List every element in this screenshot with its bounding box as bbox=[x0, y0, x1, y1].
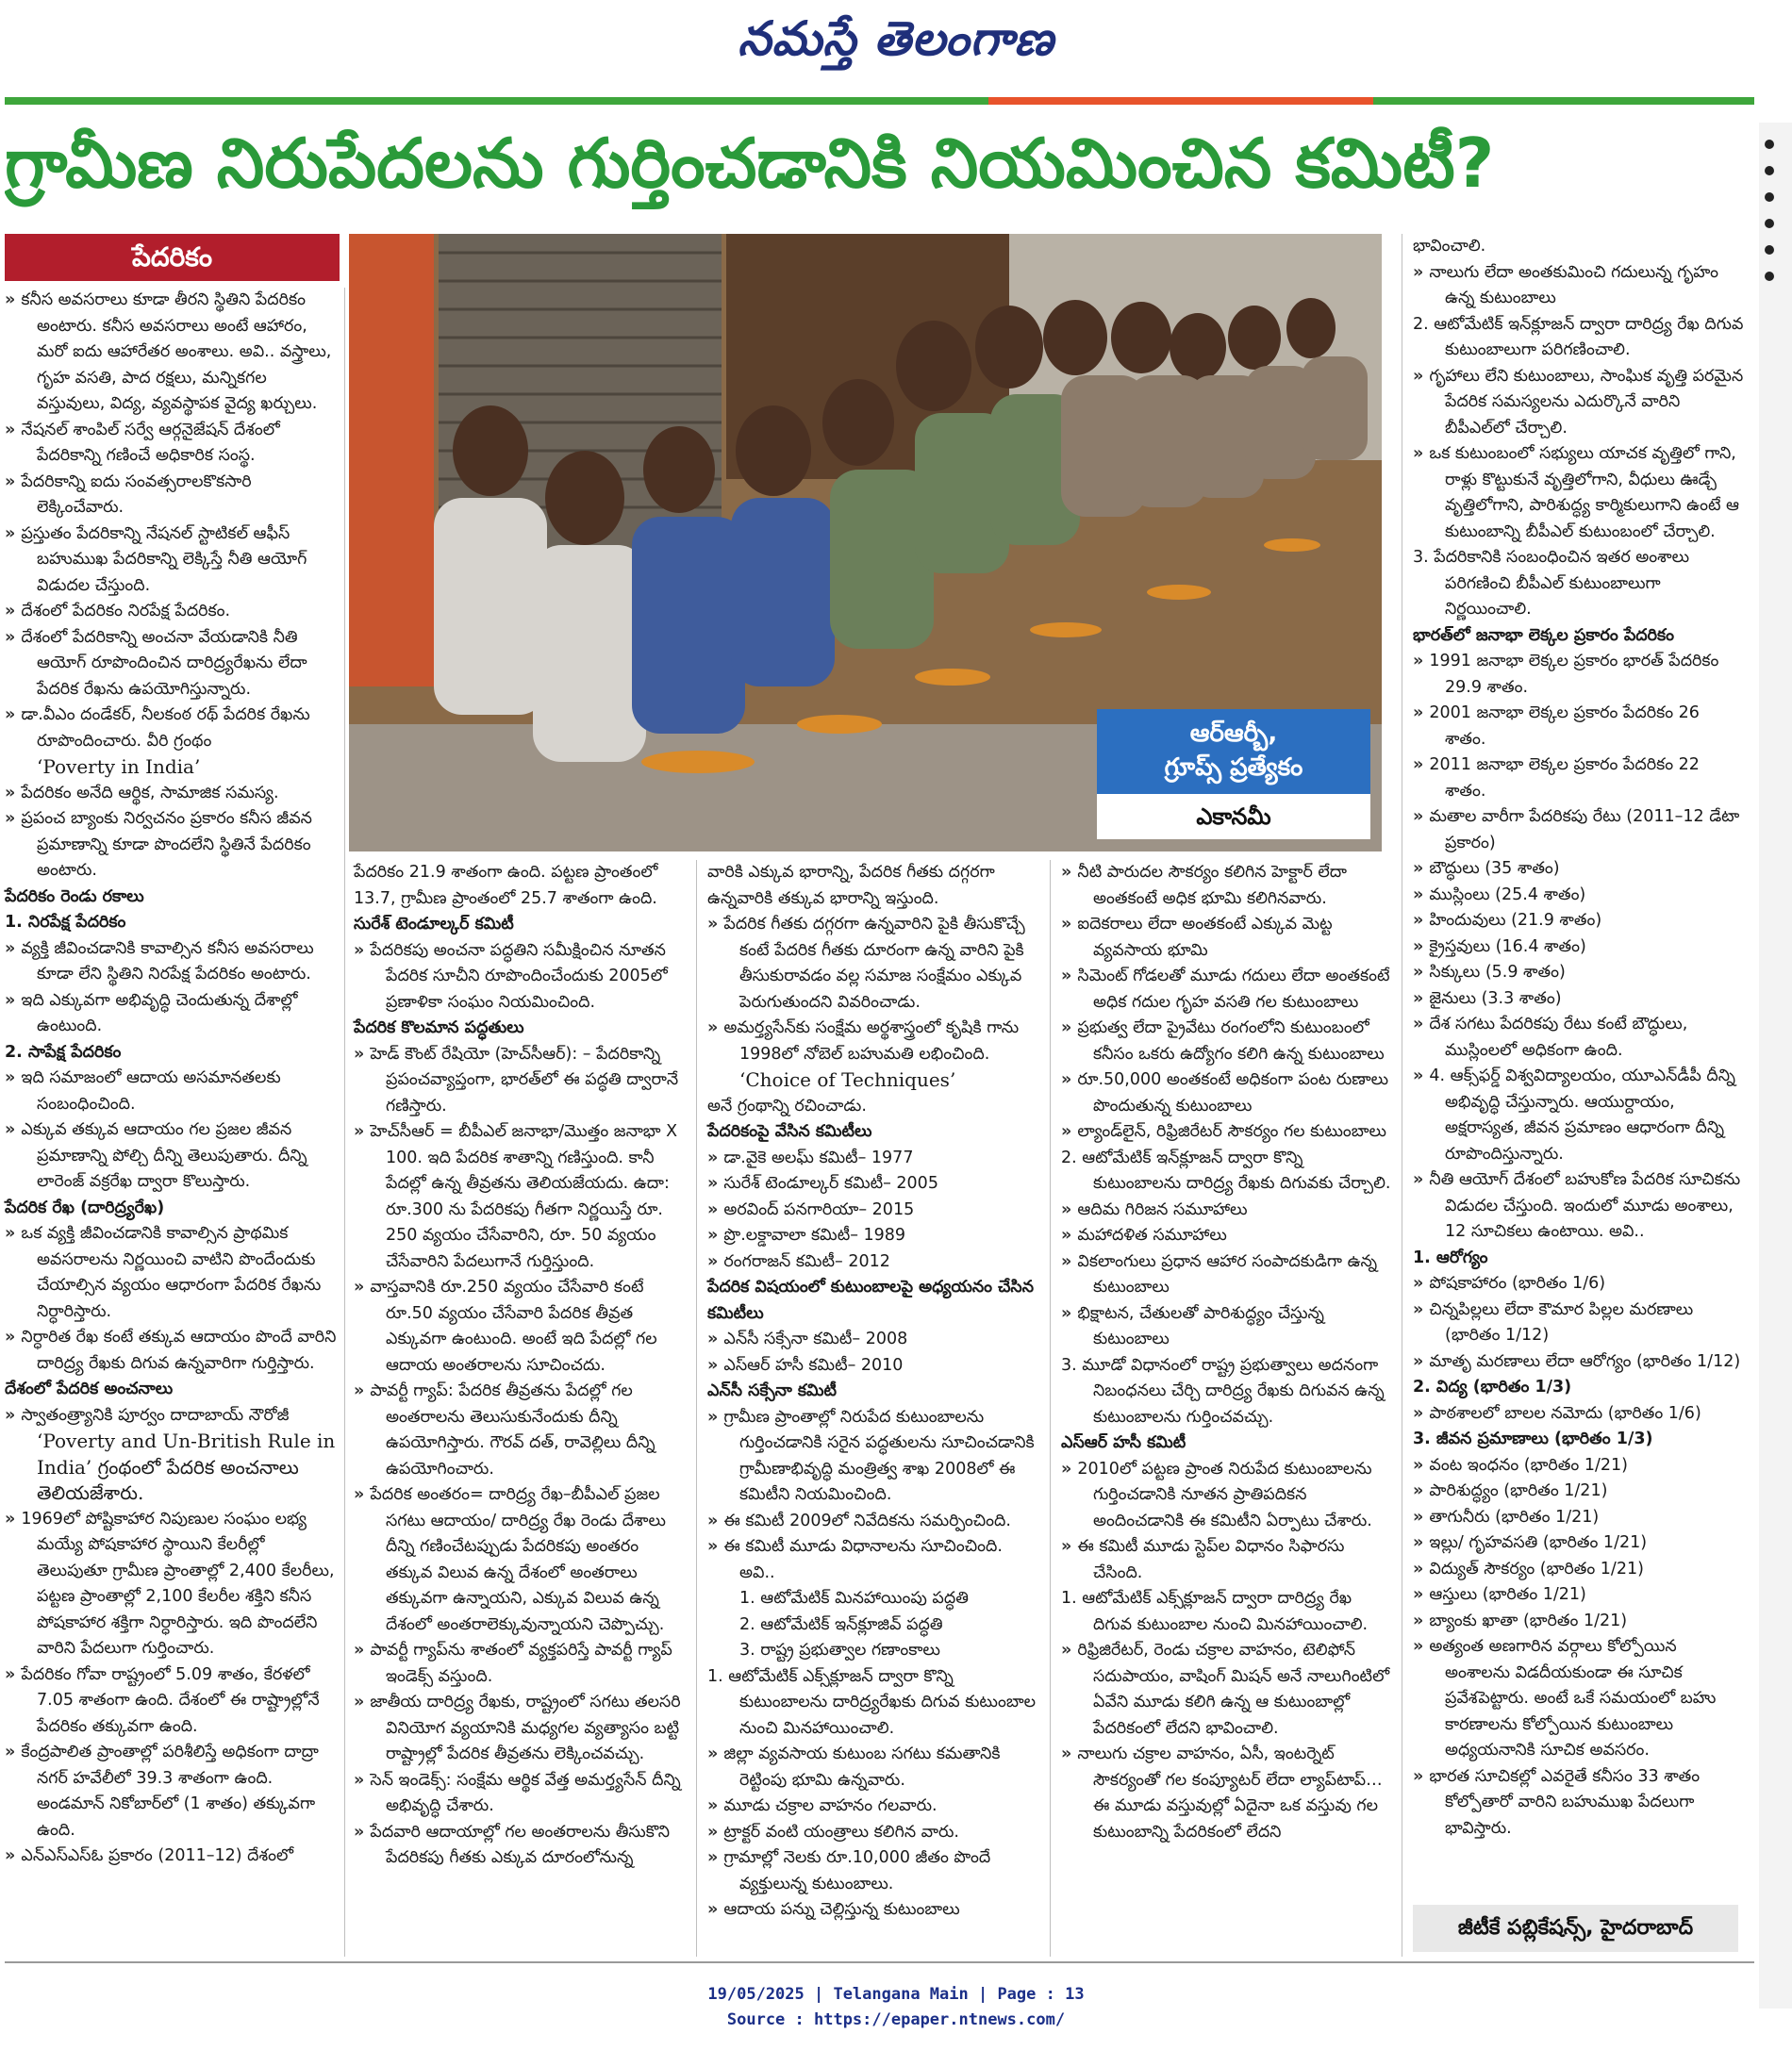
article-paragraph: » డా.వైకె అలఘ్ కమిటీ– 1977 bbox=[707, 1146, 1039, 1172]
article-paragraph: » సిక్కులు (5.9 శాతం) bbox=[1413, 960, 1745, 986]
article-paragraph: » అమర్త్యసేన్‌కు సంక్షేమ అర్థశాస్త్రంలో కృషికి గాను 1998లో నోబెల్ బహుమతి లభించింది. bbox=[707, 1016, 1039, 1067]
article-paragraph: » పాఠశాలలో బాలల నమోదు (భారితం 1/6) bbox=[1413, 1401, 1745, 1428]
article-paragraph: » ప్రొ.లక్డావాలా కమిటీ– 1989 bbox=[707, 1223, 1039, 1249]
article-paragraph: » ఎన్‌సీ సక్సేనా కమిటీ– 2008 bbox=[707, 1327, 1039, 1353]
article-paragraph: » వికలాంగులు ప్రధాన ఆహార సంపాదకుడిగా ఉన్న కుటుంబాలు bbox=[1061, 1249, 1391, 1301]
column-2 bbox=[354, 860, 684, 1872]
article-paragraph: » 2001 జనాభా లెక్కల ప్రకారం పేదరికం 26 శాతం. bbox=[1413, 701, 1745, 752]
article-paragraph: » ప్రభుత్వ లేదా ప్రైవేటు రంగంలోని కుటుంబంలో కనీసం ఒకరు ఉద్యోగం కలిగి ఉన్న కుటుంబాలు bbox=[1061, 1016, 1391, 1067]
article-paragraph: » పావర్టీ గ్యాప్: పేదరిక తీవ్రతను పేదల్లో గల అంతరాలను తెలుసుకునేందుకు దీన్ని ఉపయోగిస్తారు. గౌరవ్ దత్, రావెల్లిలు దీన్ని ఉపయోగించారు. bbox=[354, 1379, 684, 1482]
article-paragraph: ‘Poverty and Un-British Rule in India’ గ్రంథంలో పేదరిక అంచనాలు తెలియజేశారు. bbox=[37, 1430, 336, 1504]
article-paragraph: » ఒక వ్యక్తి జీవించడానికి కావాల్సిన ప్రాథమిక అవసరాలను నిర్ణయించి వాటిని పొందేందుకు చేయాల్సిన వ్యయం ఆధారంగా పేదరిక రేఖను నిర్ధారిస్తారు. bbox=[5, 1221, 337, 1325]
article-paragraph: » నాలుగు చక్రాల వాహనం, ఏసీ, ఇంటర్నెట్ సౌకర్యంతో గల కంప్యూటర్ లేదా ల్యాప్‌టాప్… ఈ మూడు వస్తువుల్లో ఏదైనా ఒక వస్తువు గల కుటుంబాన్ని పేదరికంలో లేదని bbox=[1061, 1742, 1391, 1845]
article-paragraph: » నేషనల్ శాంపిల్ సర్వే ఆర్గనైజేషన్ దేశంలో పేదరికాన్ని గణించే అధికారిక సంస్థ. bbox=[5, 418, 337, 470]
article-paragraph: » సురేశ్ టెండూల్కర్ కమిటీ– 2005 bbox=[707, 1171, 1039, 1198]
article-paragraph: » తాగునీరు (భారితం 1/21) bbox=[1413, 1505, 1745, 1531]
section-heading: పేదరిక విషయంలో కుటుంబాలపై అధ్యయనం చేసిన కమిటీలు bbox=[707, 1278, 1035, 1323]
article-paragraph: » ఐదెకరాలు లేదా అంతకంటే ఎక్కువ మెట్ట వ్యవసాయ భూమి bbox=[1061, 912, 1391, 964]
masthead bbox=[0, 0, 1792, 94]
section-heading: 2. సాపేక్ష పేదరికం bbox=[5, 1042, 122, 1062]
article-paragraph: » జాతీయ దారిద్ర్య రేఖకు, రాష్ట్రంలో సగటు తలసరి వినియోగ వ్యయానికి మధ్యగల వ్యత్యాసం బట్టి రాష్ట్రాల్లో పేదరిక తీవ్రతను లెక్కించవచ్చు. bbox=[354, 1690, 684, 1768]
exam-tag-line2: గ్రూప్స్ ప్రత్యేకం bbox=[1164, 753, 1303, 782]
article-paragraph: » 1991 జనాభా లెక్కల ప్రకారం భారత్ పేదరికం 29.9 శాతం. bbox=[1413, 649, 1745, 701]
top-rule bbox=[5, 97, 1754, 105]
section-heading: 2. విద్య (భారితం 1/3) bbox=[1413, 1378, 1572, 1397]
article-paragraph: » దేశ సగటు పేదరికపు రేటు కంటే బౌద్ధులు, ముస్లింలలో అధికంగా ఉంది. bbox=[1413, 1012, 1745, 1064]
article-paragraph: » మాతృ మరణాలు లేదా ఆరోగ్యం (భారితం 1/12) bbox=[1413, 1349, 1745, 1376]
top-rule-accent bbox=[988, 97, 1373, 105]
article-paragraph: » ఒక కుటుంబంలో సభ్యులు యాచక వృత్తిలో గాని, రాళ్లు కొట్టుకునే వృత్తిలోగాని, వీధులు ఊడ్చే వృత్తిలోగాని, పారిశుద్ధ్య కార్మికులుగాని ఉంటే ఆ కుటుంబాన్ని బీపీఎల్ కుటుంబంలో చేర్చాలి. bbox=[1413, 441, 1745, 545]
article-paragraph: » ఆదిమ గిరిజన సమూహాలు bbox=[1061, 1198, 1391, 1224]
article-paragraph: 2. ఆటోమేటిక్ ఇన్‌క్లూజన్ ద్వారా దారిద్ర్య రేఖ దిగువ కుటుంబాలుగా పరిగణించాలి. bbox=[1413, 314, 1744, 359]
article-paragraph: » నిర్ధారిత రేఖ కంటే తక్కువ ఆదాయం పొందే వారిని దారిద్ర్య రేఖకు దిగువ ఉన్నవారిగా గుర్తిస్తారు. bbox=[5, 1325, 337, 1377]
article-paragraph: » సెన్ ఇండెక్స్: సంక్షేమ ఆర్థిక వేత్త అమర్త్యసేన్ దీన్ని అభివృద్ధి చేశారు. bbox=[354, 1768, 684, 1820]
article-paragraph: » దేశంలో పేదరికాన్ని అంచనా వేయడానికి నీతి ఆయోగ్ రూపొందించిన దారిద్ర్యరేఖను లేదా పేదరిక రేఖను ఉపయోగిస్తున్నారు. bbox=[5, 625, 337, 703]
article-paragraph: 1. ఆటోమేటిక్ మినహాయింపు పద్ధతి bbox=[739, 1589, 969, 1608]
article-paragraph: » ముస్లింలు (25.4 శాతం) bbox=[1413, 883, 1745, 909]
article-paragraph: » ల్యాండ్‌లైన్, రిఫ్రిజిరేటర్ సౌకర్యం గల కుటుంబాలు bbox=[1061, 1119, 1391, 1146]
article-paragraph: » ఎస్ఆర్ హసీ కమిటీ– 2010 bbox=[707, 1353, 1039, 1380]
section-heading: 1. నిరపేక్ష పేదరికం bbox=[5, 913, 126, 932]
section-heading: ఎస్ఆర్ హసీ కమిటీ bbox=[1061, 1433, 1186, 1452]
article-paragraph: » 4. ఆక్స్‌ఫర్డ్ విశ్వవిద్యాలయం, యూఎన్‌డీపీ దీన్ని అభివృద్ధి చేస్తున్నారు. ఆయుర్దాయం, అక్షరాస్యత, జీవన ప్రమాణం ఆధారంగా దీన్ని రూపొందిస్తున్నారు. bbox=[1413, 1064, 1745, 1167]
article-paragraph: » వాస్తవానికి రూ.250 వ్యయం చేసేవారి కంటే రూ.50 వ్యయం చేసేవారి పేదరిక తీవ్రత ఎక్కువగా ఉంటుంది. అంటే ఇది పేదల్లో గల ఆదాయ అంతరాలను సూచించదు. bbox=[354, 1275, 684, 1379]
article-paragraph: » పేదరికం అనేది ఆర్థిక, సామాజిక సమస్య. bbox=[5, 781, 337, 807]
article-paragraph: 3. పేదరికానికి సంబంధించిన ఇతర అంశాలు పరిగణించి బీపీఎల్ కుటుంబాలుగా నిర్ణయించాలి. bbox=[1413, 548, 1690, 619]
article-paragraph: » ఇది సమాజంలో ఆదాయ అసమానతలకు సంబంధించింది. bbox=[5, 1066, 337, 1117]
article-paragraph: » హిందువులు (21.9 శాతం) bbox=[1413, 908, 1745, 934]
article-paragraph: » గ్రామాల్లో నెలకు రూ.10,000 జీతం పొందే వ్యక్తులున్న కుటుంబాలు. bbox=[707, 1845, 1039, 1897]
article-paragraph: పేదరికం 21.9 శాతంగా ఉంది. పట్టణ ప్రాంతంలో 13.7, గ్రామీణ ప్రాంతంలో 25.7 శాతంగా ఉంది. bbox=[354, 863, 658, 908]
article-paragraph: » భారత సూచికల్లో ఎవరైతే కనీసం 33 శాతం కోల్పోతారో వారిని బహుముఖ పేదలుగా భావిస్తారు. bbox=[1413, 1764, 1745, 1843]
article-paragraph: » విద్యుత్ సౌకర్యం (భారితం 1/21) bbox=[1413, 1557, 1745, 1583]
source-link[interactable]: Source : https://epaper.ntnews.com/ bbox=[726, 2010, 1066, 2029]
article-paragraph: » సిమెంట్ గోడలతో మూడు గదులు లేదా అంతకంటే అధిక గదుల గృహ వసతి గల కుటుంబాలు bbox=[1061, 964, 1391, 1016]
article-paragraph: ‘Choice of Techniques’ bbox=[739, 1068, 956, 1091]
article-paragraph: » 1969లో పోష్టికాహార నిపుణుల సంఘం లభ్య మయ్యే పోషకాహార స్థాయిని కేలరీల్లో తెలుపుతూ గ్రామీణ ప్రాంతాల్లో 2,400 కేలరీలు, పట్టణ ప్రాంతాల్లో 2,100 కేలరీల శక్తిని కనీస పోషకాహార శక్తిగా నిర్ధారిస్తారు. ఇది పొందలేని వారిని పేదలుగా గుర్తించారు. bbox=[5, 1507, 337, 1662]
article-paragraph: » గృహాలు లేని కుటుంబాలు, సాంఘిక వృత్తి పరమైన పేదరిక సమస్యలను ఎదుర్కొనే వారిని బీపీఎల్‌లో చేర్చాలి. bbox=[1413, 364, 1745, 442]
article-paragraph: భావించాలి. bbox=[1413, 237, 1486, 256]
article-paragraph: » అత్యంత అణగారిన వర్గాలు కోల్పోయిన అంశాలను విడదీయకుండా ఈ సూచిక ప్రవేశపెట్టారు. అంటే ఒకే సమయంలో బహు కారణాలను కోల్పోయిన కుటుంబాలు అధ్యయనానికి సూచిక అవసరం. bbox=[1413, 1634, 1745, 1764]
article-paragraph: 2. ఆటోమేటిక్ ఇన్‌క్లూజన్ ద్వారా కొన్ని కుటుంబాలను దారిద్ర్య రేఖకు దిగువకు చేర్చాలి. bbox=[1061, 1148, 1391, 1193]
column-3 bbox=[707, 860, 1039, 1924]
publisher-credit: జీటీకే పబ్లికేషన్స్, హైదరాబాద్ bbox=[1413, 1905, 1738, 1952]
bottom-rule bbox=[5, 1961, 1754, 1963]
article-paragraph: » ఇది ఎక్కువగా అభివృద్ధి చెందుతున్న దేశాల్లో ఉంటుంది. bbox=[5, 988, 337, 1040]
article-paragraph: » పేదరికపు అంచనా పద్ధతిని సమీక్షించిన నూతన పేదరిక సూచీని రూపొందించేందుకు 2005లో ప్రణాళికా సంఘం నియమించింది. bbox=[354, 938, 684, 1017]
section-heading: సురేశ్ టెండూల్కర్ కమిటీ bbox=[354, 915, 514, 934]
article-paragraph: » నీటి పారుదల సౌకర్యం కలిగిన హెక్టార్ లేదా అంతకంటే అధిక భూమి కలిగినవారు. bbox=[1061, 860, 1391, 912]
section-heading: పేదరిక కొలమాన పద్ధతులు bbox=[354, 1018, 524, 1037]
article-paragraph: » చిన్నపిల్లలు లేదా కౌమార పిల్లల మరణాలు (భారితం 1/12) bbox=[1413, 1298, 1745, 1349]
column-1 bbox=[5, 288, 337, 1870]
article-paragraph: 2. ఆటోమేటిక్ ఇన్‌క్లూజివ్ పద్ధతి bbox=[739, 1614, 943, 1634]
article-paragraph: » డా.వీఎం దండేకర్, నీలకంఠ రథ్ పేదరిక రేఖను రూపొందించారు. వీరి గ్రంథం bbox=[5, 703, 337, 754]
article-paragraph: » ఎన్ఎస్ఎస్ఓ ప్రకారం (2011–12) దేశంలో bbox=[5, 1843, 337, 1870]
article-paragraph: » అరవింద్ పనగారియా– 2015 bbox=[707, 1198, 1039, 1224]
article-paragraph: 1. ఆటోమేటిక్ ఎక్స్‌క్లూజన్ ద్వారా దారిద్ర్య రేఖ దిగువ కుటుంబాల నుంచి మినహాయించాలి. bbox=[1061, 1589, 1369, 1634]
masthead-logo: నమస్తే తెలంగాణ bbox=[738, 11, 1054, 66]
headline: గ్రామీణ నిరుపేదలను గుర్తించడానికి నియమించిన కమిటీ? bbox=[5, 124, 1495, 203]
article-paragraph: » ఈ కమిటీ మూడు విధానాలను సూచించింది. అవి.. bbox=[707, 1534, 1039, 1586]
article-paragraph: » బౌద్ధులు (35 శాతం) bbox=[1413, 856, 1745, 883]
article-paragraph: » పేదరిక గీతకు దగ్గరగా ఉన్నవారిని పైకి తీసుకొచ్చే కంటే పేదరిక గీతకు దూరంగా ఉన్న వారిని పైకి తీసుకురావడం వల్ల సమాజ సంక్షేమం ఎక్కువ పెరుగుతుందని వివరించాడు. bbox=[707, 912, 1039, 1016]
column-4 bbox=[1061, 860, 1391, 1845]
article-paragraph: » క్రైస్తవులు (16.4 శాతం) bbox=[1413, 934, 1745, 961]
edition-info: 19/05/2025 | Telangana Main | Page : 13 bbox=[707, 1985, 1085, 2004]
article-paragraph: » పారిశుద్ధ్యం (భారితం 1/21) bbox=[1413, 1479, 1745, 1505]
article-paragraph: ‘Poverty in India’ bbox=[37, 755, 201, 778]
article-paragraph: » గ్రామీణ ప్రాంతాల్లో నిరుపేద కుటుంబాలను గుర్తించడానికి సరైన పద్ధతులను సూచించడానికి గ్రామీణాభివృద్ధి మంత్రిత్వ శాఖ 2008లో ఈ కమిటీని నియమించింది. bbox=[707, 1405, 1039, 1509]
article-paragraph: » నీతి ఆయోగ్ దేశంలో బహుకోణ పేదరిక సూచికను విడుదల చేస్తుంది. ఇందులో మూడు అంశాలు, 12 సూచికలు ఉంటాయి. అవి.. bbox=[1413, 1167, 1745, 1246]
article-paragraph: » పేదరిక అంతరం= దారిద్ర్య రేఖ–బీపీఎల్ ప్రజల సగటు ఆదాయం/ దారిద్ర్య రేఖ రెండు దేశాలు దీన్ని గణించేటప్పుడు పేదరికపు అంతరం తక్కువ విలువ ఉన్న దేశంలో అంతరాలు తక్కువగా ఉన్నాయని, ఎక్కువ విలువ ఉన్న దేశంలో అంతరాలెక్కువున్నాయని చెప్పొచ్చు. bbox=[354, 1482, 684, 1638]
article-paragraph: » రూ.50,000 అంతకంటే అధికంగా పంట రుణాలు పొందుతున్న కుటుంబాలు bbox=[1061, 1067, 1391, 1119]
article-paragraph: 3. మూడో విధానంలో రాష్ట్ర ప్రభుత్వాలు అదనంగా నిబంధనలు చేర్చి దారిద్ర్య రేఖకు దిగువన ఉన్న కుటుంబాలను గుర్తించవచ్చు. bbox=[1061, 1355, 1385, 1427]
section-label: పేదరికం bbox=[5, 234, 340, 281]
article-paragraph: » ట్రాక్టర్ వంటి యంత్రాలు కలిగిన వారు. bbox=[707, 1820, 1039, 1846]
article-paragraph: » ఇల్లు/ గృహవసతి (భారితం 1/21) bbox=[1413, 1530, 1745, 1557]
article-paragraph: » బ్యాంకు ఖాతా (భారితం 1/21) bbox=[1413, 1609, 1745, 1635]
article-paragraph: » ఆస్తులు (భారితం 1/21) bbox=[1413, 1582, 1745, 1609]
article-paragraph: » ఈ కమిటీ మూడు స్టెప్‌ల విధానం సిఫారసు చేసింది. bbox=[1061, 1534, 1391, 1586]
article-paragraph: వారికి ఎక్కువ భారాన్ని, పేదరిక గీతకు దగ్గరగా ఉన్నవారికి తక్కువ భారాన్ని ఇస్తుంది. bbox=[707, 863, 995, 908]
article-paragraph: » స్వాతంత్ర్యానికి పూర్వం దాదాబాయ్ నౌరోజీ bbox=[5, 1403, 337, 1430]
article-paragraph: » వ్యక్తి జీవించడానికి కావాల్సిన కనీస అవసరాలు కూడా లేని స్థితిని నిరపేక్ష పేదరికం అంటారు. bbox=[5, 936, 337, 988]
article-paragraph: » పేదవారి ఆదాయాల్లో గల అంతరాలను తీసుకొని పేదరికపు గీతకు ఎక్కువ దూరంలోనున్న bbox=[354, 1820, 684, 1872]
column-5 bbox=[1413, 234, 1745, 1842]
article-paragraph: » వంట ఇంధనం (భారితం 1/21) bbox=[1413, 1453, 1745, 1480]
article-paragraph: » భిక్షాటన, చేతులతో పారిశుద్ధ్యం చేస్తున్న కుటుంబాలు bbox=[1061, 1301, 1391, 1353]
section-heading: ఎన్‌సీ సక్సేనా కమిటీ bbox=[707, 1381, 838, 1400]
article-paragraph: » కేంద్రపాలిత ప్రాంతాల్లో పరిశీలిస్తే అధికంగా దాద్రా నగర్ హవేలీలో 39.3 శాతంగా ఉంది. అండమాన్ నికోబార్‌లో (1 శాతం) తక్కువగా ఉంది. bbox=[5, 1740, 337, 1843]
article-paragraph: » మతాల వారీగా పేదరికపు రేటు (2011–12 డేటా ప్రకారం) bbox=[1413, 804, 1745, 856]
section-heading: పేదరికంపై వేసిన కమిటీలు bbox=[707, 1122, 872, 1141]
article-paragraph: » హెడ్ కౌంట్ రేషియో (హెచ్‌సీఆర్): – పేదరికాన్ని ప్రపంచవ్యాప్తంగా, భారత్‌లో ఈ పద్ధతి ద్వారానే గణిస్తారు. bbox=[354, 1042, 684, 1120]
section-heading: 1. ఆరోగ్యం bbox=[1413, 1248, 1488, 1267]
article-paragraph: » పేదరికం గోవా రాష్ట్రంలో 5.09 శాతం, కేరళలో 7.05 శాతంగా ఉంది. దేశంలో ఈ రాష్ట్రాల్లోనే పేదరికం తక్కువగా ఉంది. bbox=[5, 1662, 337, 1741]
column-divider bbox=[696, 860, 697, 1957]
article-paragraph: » పోషకాహారం (భారితం 1/6) bbox=[1413, 1271, 1745, 1298]
column-divider bbox=[1050, 860, 1051, 1957]
article-paragraph: » ఆదాయ పన్ను చెల్లిస్తున్న కుటుంబాలు bbox=[707, 1897, 1039, 1924]
article-paragraph: 1. ఆటోమేటిక్ ఎక్స్‌క్లూజన్ ద్వారా కొన్ని కుటుంబాలను దారిద్ర్యరేఖకు దిగువ కుటుంబాల నుంచి మినహాయించాలి. bbox=[707, 1666, 1036, 1738]
adjacent-page-strip bbox=[1759, 123, 1792, 2009]
article-paragraph: » ఈ కమిటీ 2009లో నివేదికను సమర్పించింది. bbox=[707, 1509, 1039, 1535]
article-paragraph: » ప్రస్తుతం పేదరికాన్ని నేషనల్ స్టాటికల్ ఆఫీస్ బహుముఖ పేదరికాన్ని లెక్కిస్తే నీతి ఆయోగ్ విడుదల చేస్తుంది. bbox=[5, 521, 337, 600]
exam-tag bbox=[1097, 709, 1370, 794]
article-paragraph: » ప్రపంచ బ్యాంకు నిర్వచనం ప్రకారం కనీస జీవన ప్రమాణాన్ని కూడా పొందలేని స్థితినే పేదరికం అంటారు. bbox=[5, 806, 337, 884]
section-heading: దేశంలో పేదరిక అంచనాలు bbox=[5, 1380, 174, 1398]
exam-tag-line1: ఆర్ఆర్బీ, bbox=[1189, 719, 1278, 748]
article-paragraph: » హెచ్‌సీఆర్ = బీపీఎల్ జనాభా/మొత్తం జనాభా X 100. ఇది పేదరిక శాతాన్ని గణిస్తుంది. కానీ పేదల్లో ఉన్న తీవ్రతను తెలియజేయదు. ఉదా: రూ.300 ను పేదరికపు గీతగా నిర్ణయిస్తే రూ. 250 వ్యయం చేసేవారిని, రూ. 50 వ్యయం చేసేవారిని పేదలుగానే గుర్తిస్తుంది. bbox=[354, 1119, 684, 1275]
article-paragraph: » రంగరాజన్ కమిటీ– 2012 bbox=[707, 1249, 1039, 1276]
category-tag: ఎకానమీ bbox=[1097, 794, 1370, 839]
section-heading: పేదరికం రెండు రకాలు bbox=[5, 886, 144, 906]
article-paragraph: » కనీస అవసరాలు కూడా తీరని స్థితిని పేదరికం అంటారు. కనీస అవసరాలు అంటే ఆహారం, మరో ఐదు ఆహారేతర అంశాలు. అవి.. వస్త్రాలు, గృహ వసతి, పాద రక్షలు, మన్నికగల వస్తువులు, విద్య, వ్యవస్థాపక వైద్య ఖర్చులు. bbox=[5, 288, 337, 418]
article-paragraph: » దేశంలో పేదరికం నిరపేక్ష పేదరికం. bbox=[5, 599, 337, 625]
column-divider bbox=[344, 288, 345, 1957]
article-paragraph: » నాలుగు లేదా అంతకుమించి గదులున్న గృహం ఉన్న కుటుంబాలు bbox=[1413, 260, 1745, 312]
article-paragraph: » మహాదళిత సమూహాలు bbox=[1061, 1223, 1391, 1249]
article-paragraph: » పేదరికాన్ని ఐదు సంవత్సరాలకొకసారి లెక్కించేవారు. bbox=[5, 470, 337, 521]
section-heading: భారత్‌లో జనాభా లెక్కల ప్రకారం పేదరికం bbox=[1413, 625, 1675, 645]
article-paragraph: » మూడు చక్రాల వాహనం గలవారు. bbox=[707, 1794, 1039, 1820]
article-paragraph: » పావర్టీ గ్యాప్‌ను శాతంలో వ్యక్తపరిస్తే పావర్టీ గ్యాప్ ఇండెక్స్ వస్తుంది. bbox=[354, 1638, 684, 1690]
article-paragraph: 3. రాష్ట్ర ప్రభుత్వాల గణాంకాలు bbox=[739, 1641, 940, 1660]
article-paragraph: » రిఫ్రిజిరేటర్, రెండు చక్రాల వాహనం, టెలిఫోన్ సదుపాయం, వాషింగ్ మిషన్ అనే నాలుగింటిలో ఏవేని మూడు కలిగి ఉన్న ఆ కుటుంబాల్లో పేదరికంలో లేదని భావించాలి. bbox=[1061, 1638, 1391, 1742]
article-paragraph: » జైనులు (3.3 శాతం) bbox=[1413, 986, 1745, 1013]
article-paragraph: » 2011 జనాభా లెక్కల ప్రకారం పేదరికం 22 శాతం. bbox=[1413, 752, 1745, 804]
article-paragraph: » జిల్లా వ్యవసాయ కుటుంబ సగటు కమతానికి రెట్టింపు భూమి ఉన్నవారు. bbox=[707, 1742, 1039, 1794]
article-paragraph: అనే గ్రంథాన్ని రచించాడు. bbox=[707, 1096, 867, 1116]
article-paragraph: » ఎక్కువ తక్కువ ఆదాయం గల ప్రజల జీవన ప్రమాణాన్ని పోల్చి దీన్ని తెలుపుతారు. దీన్ని లారెంజ్ వక్రరేఖ ద్వారా కొలుస్తారు. bbox=[5, 1117, 337, 1196]
section-heading: 3. జీవన ప్రమాణాలు (భారితం 1/3) bbox=[1413, 1430, 1653, 1448]
article-paragraph: » 2010లో పట్టణ ప్రాంత నిరుపేద కుటుంబాలను గుర్తించడానికి నూతన ప్రాతిపదికన అందించడానికి ఈ కమిటీని ఏర్పాటు చేశారు. bbox=[1061, 1457, 1391, 1535]
section-heading: పేదరిక రేఖ (దారిద్ర్యరేఖ) bbox=[5, 1198, 165, 1217]
